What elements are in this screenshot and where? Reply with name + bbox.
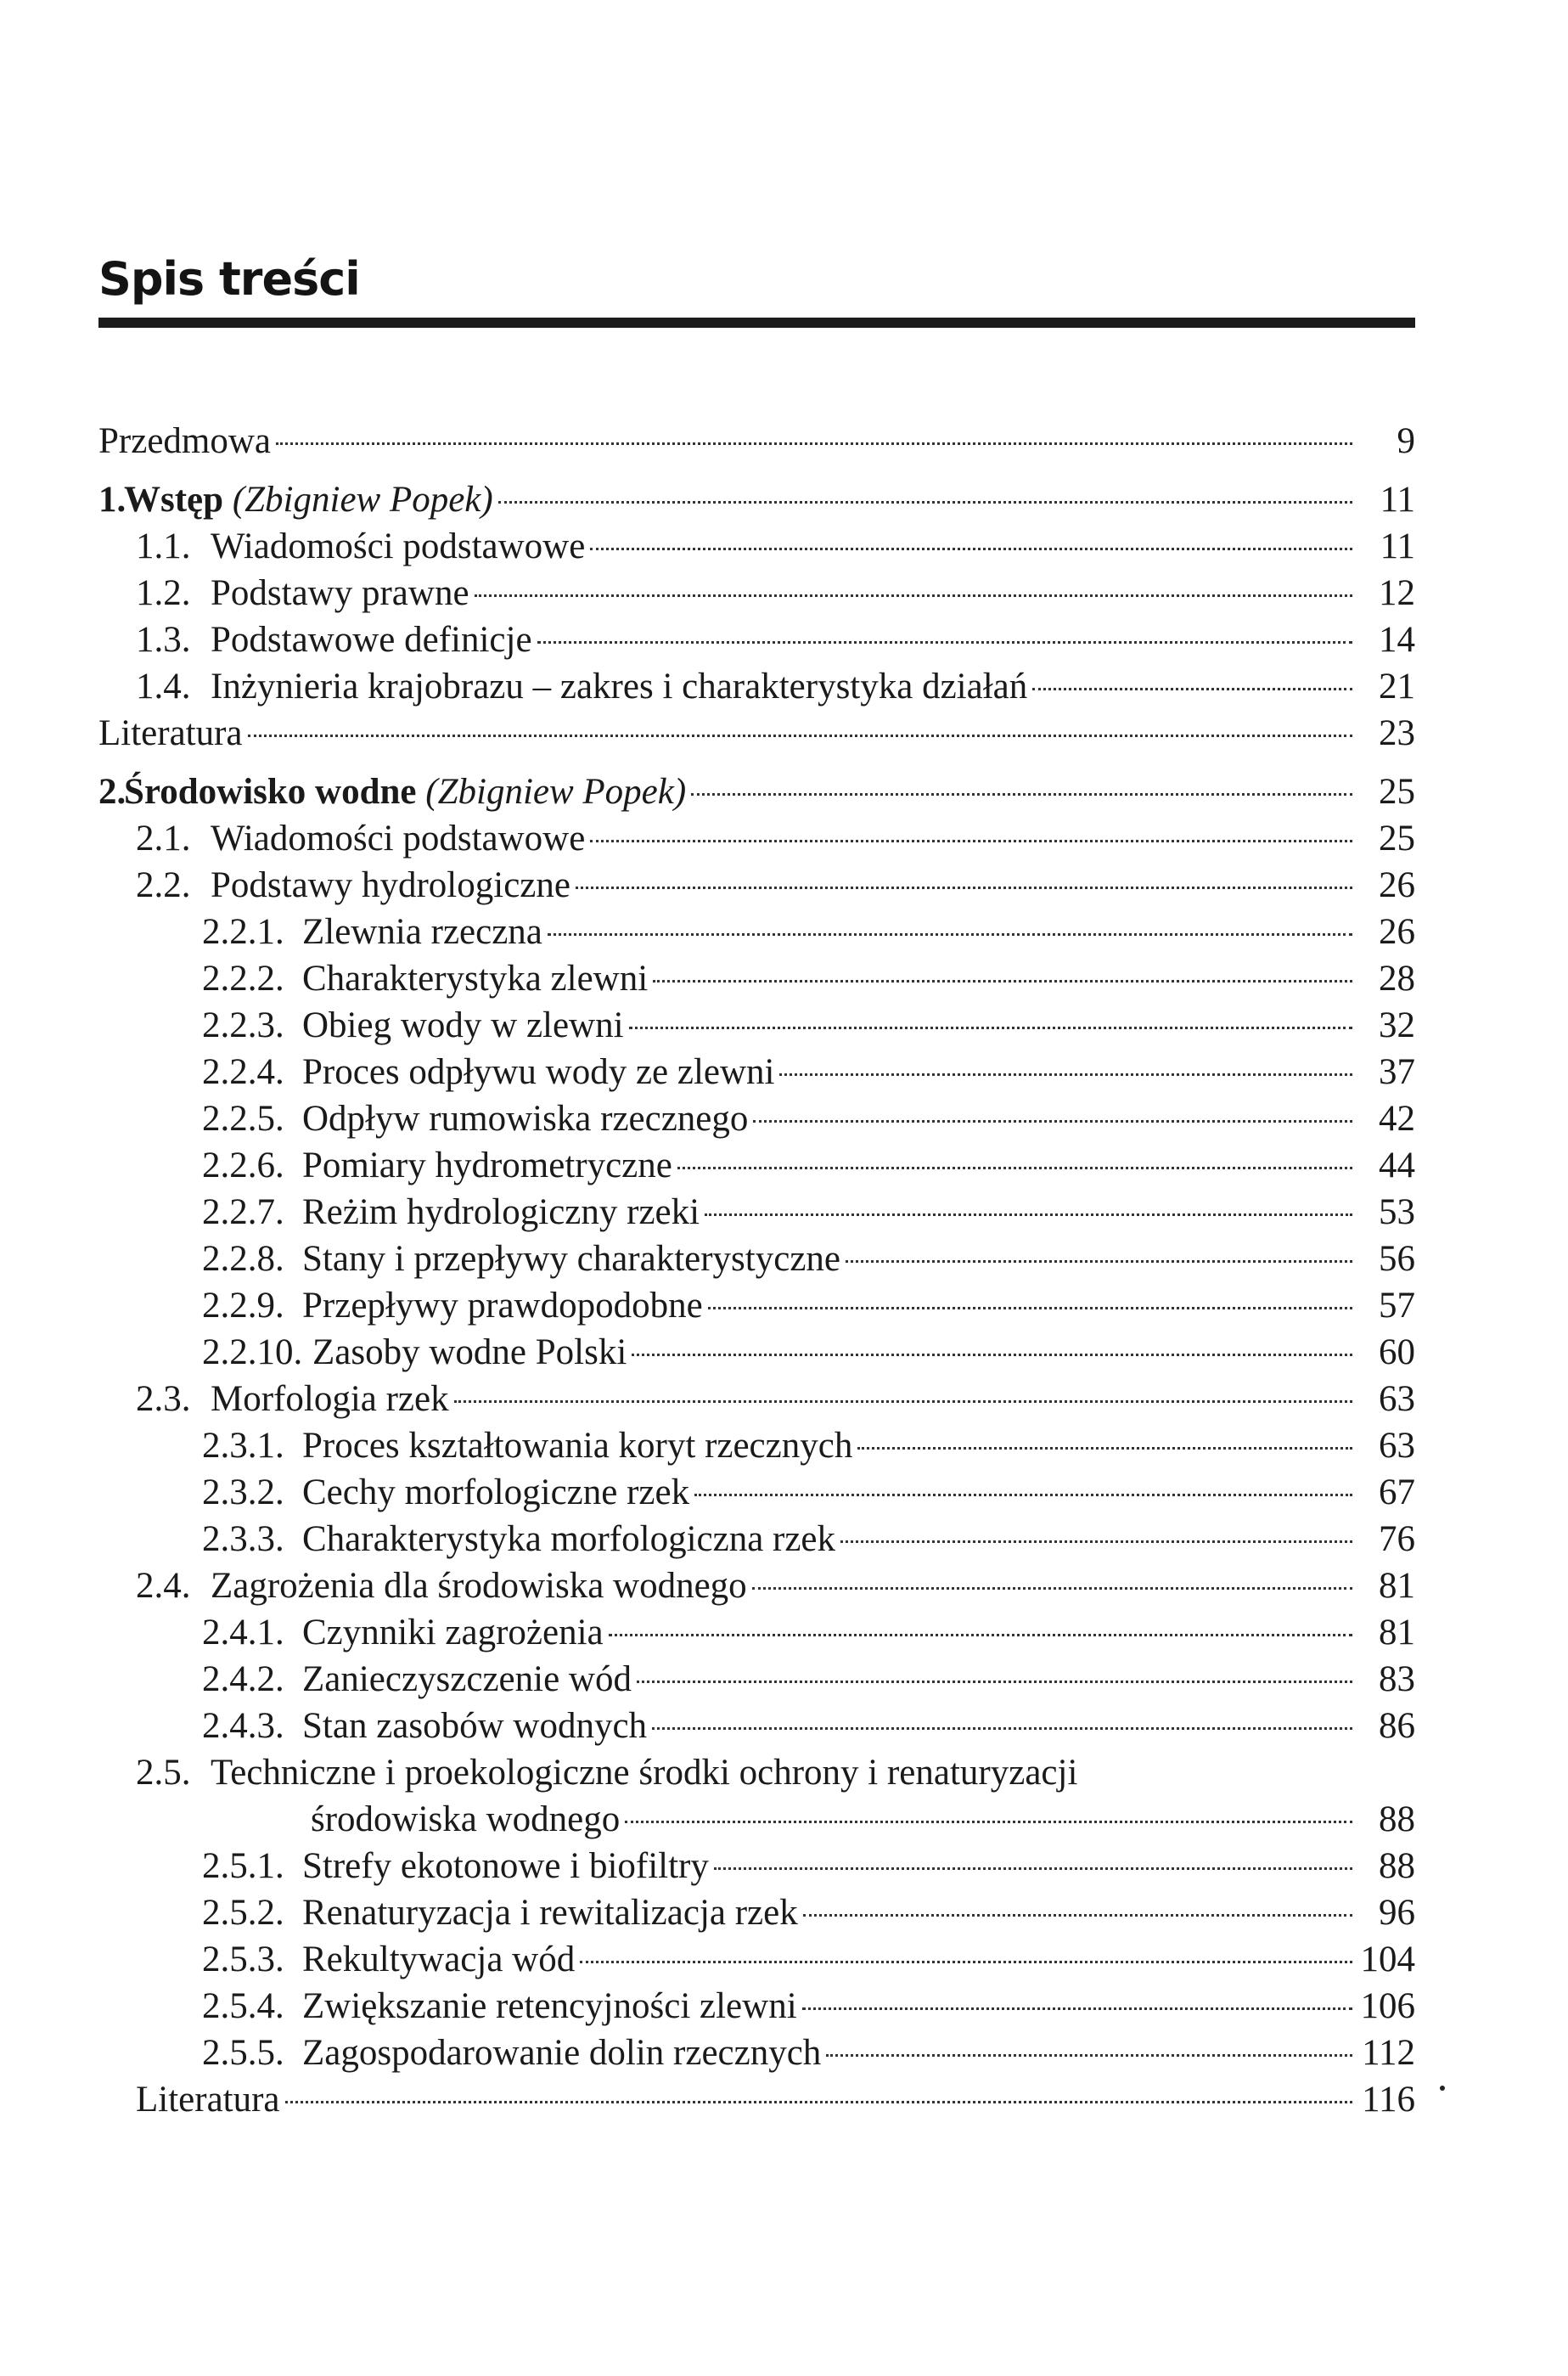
dot-leader <box>454 1400 1352 1403</box>
entry-page: 60 <box>1379 1332 1415 1372</box>
entry-page: 11 <box>1380 526 1415 566</box>
entry-page: 116 <box>1362 2080 1415 2120</box>
toc-entry[interactable] <box>98 815 1415 862</box>
entry-number: 2.2.8. <box>202 1239 284 1279</box>
entry-number: 2.4.3. <box>202 1706 284 1746</box>
entry-page: 23 <box>1379 713 1415 753</box>
entry-page: 26 <box>1379 912 1415 952</box>
entry-page: 42 <box>1379 1099 1415 1139</box>
entry-title: Pomiary hydrometryczne <box>302 1146 672 1185</box>
entry-page: 25 <box>1379 772 1415 812</box>
entry-number: 2.3.3. <box>202 1519 284 1559</box>
entry-title: Stany i przepływy charakterystyczne <box>302 1239 840 1279</box>
dot-leader <box>285 2101 1352 2103</box>
entry-number: 2.3.2. <box>202 1472 284 1512</box>
toc-entry[interactable] <box>98 1609 1415 1656</box>
entry-title: Odpływ rumowiska rzecznego <box>302 1099 749 1139</box>
entry-number: 2.2.5. <box>202 1099 284 1139</box>
entry-title: Zagospodarowanie dolin rzecznych <box>302 2033 822 2073</box>
dot-leader <box>580 1961 1352 1963</box>
dot-leader <box>629 1027 1352 1029</box>
entry-page: 11 <box>1380 480 1415 520</box>
dot-leader <box>826 2054 1352 2057</box>
entry-title: Obieg wody w zlewni <box>302 1005 624 1045</box>
entry-title: Proces odpływu wody ze zlewni <box>302 1052 775 1092</box>
entry-title: Techniczne i proekologiczne środki ochrony i renaturyzacji <box>211 1753 1078 1793</box>
entry-page: 53 <box>1379 1192 1415 1232</box>
entry-title: Wiadomości podstawowe <box>211 526 586 566</box>
entry-page: 106 <box>1360 1986 1415 2026</box>
toc-entry[interactable] <box>98 1376 1415 1422</box>
entry-page: 81 <box>1379 1566 1415 1606</box>
toc-entry-literature[interactable] <box>98 710 1415 757</box>
entry-title: Inżynieria krajobrazu – zakres i charakterystyka działań <box>211 667 1028 707</box>
entry-title: Strefy ekotonowe i biofiltry <box>302 1846 709 1886</box>
toc-entry[interactable] <box>98 1656 1415 1703</box>
toc-entry[interactable] <box>98 1049 1415 1095</box>
scan-speck <box>1440 2086 1445 2091</box>
entry-page: 104 <box>1360 1940 1415 1979</box>
toc-entry[interactable] <box>98 1469 1415 1516</box>
entry-page: 63 <box>1379 1379 1415 1419</box>
toc-entry[interactable] <box>98 1562 1415 1609</box>
toc-entry[interactable] <box>98 1095 1415 1142</box>
dot-leader <box>677 1167 1352 1169</box>
entry-title: Morfologia rzek <box>211 1379 449 1419</box>
toc-entry-preface[interactable] <box>98 418 1415 465</box>
entry-number: 2.3.1. <box>202 1426 284 1466</box>
entry-title: Przedmowa <box>98 421 271 461</box>
dot-leader <box>857 1447 1352 1450</box>
dot-leader <box>691 793 1352 796</box>
entry-title: Zwiększanie retencyjności zlewni <box>302 1986 797 2026</box>
entry-number: 2.2.6. <box>202 1146 284 1185</box>
entry-page: 28 <box>1379 959 1415 999</box>
entry-number: 2.2.1. <box>202 912 284 952</box>
entry-number: 2.4.2. <box>202 1659 284 1699</box>
dot-leader <box>752 1587 1352 1590</box>
entry-number: 1.1. <box>136 526 191 566</box>
dot-leader <box>609 1634 1352 1636</box>
entry-title: Stan zasobów wodnych <box>302 1706 648 1746</box>
entry-number: 2.2.9. <box>202 1286 284 1326</box>
dot-leader <box>1032 688 1352 690</box>
toc-entry[interactable] <box>98 523 1415 570</box>
entry-page: 88 <box>1379 1846 1415 1886</box>
entry-title: Wstęp <box>124 480 224 520</box>
toc-entry[interactable] <box>98 1329 1415 1376</box>
toc-entry[interactable] <box>98 955 1415 1002</box>
entry-page: 9 <box>1397 421 1415 461</box>
entry-page: 14 <box>1379 620 1415 660</box>
entry-number: 2.1. <box>136 819 191 859</box>
entry-title: Charakterystyka zlewni <box>302 959 649 999</box>
entry-number: 1.4. <box>136 667 191 707</box>
entry-page: 83 <box>1379 1659 1415 1699</box>
entry-page: 88 <box>1379 1799 1415 1839</box>
dot-leader <box>276 442 1352 445</box>
toc-entry[interactable] <box>98 1843 1415 1889</box>
entry-number: 2. <box>98 772 126 812</box>
toc-entry[interactable] <box>98 617 1415 663</box>
entry-page: 56 <box>1379 1239 1415 1279</box>
entry-page: 81 <box>1379 1613 1415 1653</box>
entry-title: Proces kształtowania koryt rzecznych <box>302 1426 853 1466</box>
toc-entry[interactable] <box>98 1983 1415 2030</box>
entry-page: 67 <box>1379 1472 1415 1512</box>
entry-page: 37 <box>1379 1052 1415 1092</box>
entry-title: Zanieczyszczenie wód <box>302 1659 632 1699</box>
entry-number: 2.5.5. <box>202 2033 284 2073</box>
entry-author: (Zbigniew Popek) <box>425 772 687 812</box>
table-of-contents <box>98 418 1415 2123</box>
dot-leader <box>714 1867 1352 1870</box>
toc-entry-continuation[interactable] <box>98 1796 1415 1843</box>
dot-leader <box>694 1494 1352 1496</box>
entry-page: 26 <box>1379 865 1415 905</box>
entry-title-continuation: środowiska wodnego <box>311 1799 621 1839</box>
dot-leader <box>537 641 1352 644</box>
entry-page: 86 <box>1379 1706 1415 1746</box>
toc-entry[interactable] <box>98 1142 1415 1189</box>
entry-number: 2.5.1. <box>202 1846 284 1886</box>
entry-page: 21 <box>1379 667 1415 707</box>
entry-number: 2.2.3. <box>202 1005 284 1045</box>
entry-number: 2.2.10. <box>202 1332 303 1372</box>
dot-leader <box>802 2007 1352 2010</box>
toc-entry[interactable] <box>98 1889 1415 1936</box>
toc-entry[interactable] <box>98 909 1415 955</box>
entry-page: 44 <box>1379 1146 1415 1185</box>
entry-page: 76 <box>1379 1519 1415 1559</box>
dot-leader <box>803 1914 1352 1917</box>
page-title: Spis treści <box>98 252 360 306</box>
entry-title: Zlewnia rzeczna <box>302 912 542 952</box>
toc-entry[interactable] <box>98 1936 1415 1983</box>
dot-leader <box>590 840 1352 842</box>
entry-number: 1.3. <box>136 620 191 660</box>
entry-title: Zagrożenia dla środowiska wodnego <box>211 1566 747 1606</box>
entry-title: Renaturyzacja i rewitalizacja rzek <box>302 1893 798 1933</box>
entry-title: Czynniki zagrożenia <box>302 1613 604 1653</box>
entry-page: 12 <box>1379 573 1415 613</box>
entry-title: Podstawy hydrologiczne <box>211 865 570 905</box>
entry-number: 2.5.2. <box>202 1893 284 1933</box>
toc-entry-multiline[interactable] <box>98 1749 1415 1796</box>
entry-number: 2.2.4. <box>202 1052 284 1092</box>
entry-title: Zasoby wodne Polski <box>312 1332 627 1372</box>
dot-leader <box>590 548 1352 550</box>
toc-entry[interactable] <box>98 570 1415 617</box>
dot-leader <box>576 887 1352 889</box>
toc-entry[interactable] <box>98 1282 1415 1329</box>
dot-leader <box>753 1120 1352 1123</box>
entry-number: 2.5. <box>136 1753 191 1793</box>
entry-page: 32 <box>1379 1005 1415 1045</box>
entry-page: 112 <box>1362 2033 1415 2073</box>
entry-title: Wiadomości podstawowe <box>211 819 586 859</box>
title-underline <box>98 318 1415 328</box>
toc-entry-chapter-1[interactable] <box>98 476 1415 523</box>
dot-leader <box>779 1073 1352 1076</box>
entry-number: 2.5.4. <box>202 1986 284 2026</box>
entry-title: Literatura <box>98 713 243 753</box>
dot-leader <box>637 1681 1352 1683</box>
entry-page: 57 <box>1379 1286 1415 1326</box>
entry-number: 2.2.2. <box>202 959 284 999</box>
entry-author: (Zbigniew Popek) <box>232 480 493 520</box>
dot-leader <box>625 1821 1352 1823</box>
entry-title: Podstawy prawne <box>211 573 469 613</box>
entry-title: Literatura <box>136 2080 280 2120</box>
toc-entry[interactable] <box>98 1422 1415 1469</box>
entry-number: 2.3. <box>136 1379 191 1419</box>
entry-number: 2.4.1. <box>202 1613 284 1653</box>
toc-entry[interactable] <box>98 1236 1415 1282</box>
dot-leader <box>475 594 1352 597</box>
entry-title: Środowisko wodne <box>124 772 417 812</box>
entry-page: 96 <box>1379 1893 1415 1933</box>
toc-entry[interactable] <box>98 2030 1415 2076</box>
entry-title: Przepływy prawdopodobne <box>302 1286 703 1326</box>
entry-title: Rekultywacja wód <box>302 1940 576 1979</box>
toc-entry[interactable] <box>98 663 1415 710</box>
dot-leader <box>498 501 1352 504</box>
dot-leader <box>653 980 1352 982</box>
toc-entry-chapter-2[interactable] <box>98 769 1415 815</box>
entry-number: 2.5.3. <box>202 1940 284 1979</box>
entry-number: 2.2.7. <box>202 1192 284 1232</box>
toc-entry[interactable] <box>98 1002 1415 1049</box>
dot-leader <box>705 1213 1352 1216</box>
toc-entry[interactable] <box>98 1703 1415 1749</box>
entry-page: 25 <box>1379 819 1415 859</box>
entry-title: Cechy morfologiczne rzek <box>302 1472 690 1512</box>
dot-leader <box>548 933 1352 936</box>
toc-entry[interactable] <box>98 862 1415 909</box>
toc-entry-literature[interactable] <box>98 2076 1415 2123</box>
toc-entry[interactable] <box>98 1516 1415 1562</box>
dot-leader <box>652 1727 1352 1730</box>
entry-title: Reżim hydrologiczny rzeki <box>302 1192 700 1232</box>
dot-leader <box>632 1354 1352 1356</box>
entry-number: 1.2. <box>136 573 191 613</box>
dot-leader <box>708 1307 1352 1309</box>
entry-number: 2.4. <box>136 1566 191 1606</box>
entry-title: Podstawowe definicje <box>211 620 532 660</box>
dot-leader <box>846 1260 1352 1263</box>
entry-title: Charakterystyka morfologiczna rzek <box>302 1519 836 1559</box>
toc-entry[interactable] <box>98 1189 1415 1236</box>
entry-page: 63 <box>1379 1426 1415 1466</box>
dot-leader <box>248 735 1352 737</box>
entry-number: 2.2. <box>136 865 191 905</box>
dot-leader <box>840 1540 1352 1543</box>
entry-number: 1. <box>98 480 126 520</box>
